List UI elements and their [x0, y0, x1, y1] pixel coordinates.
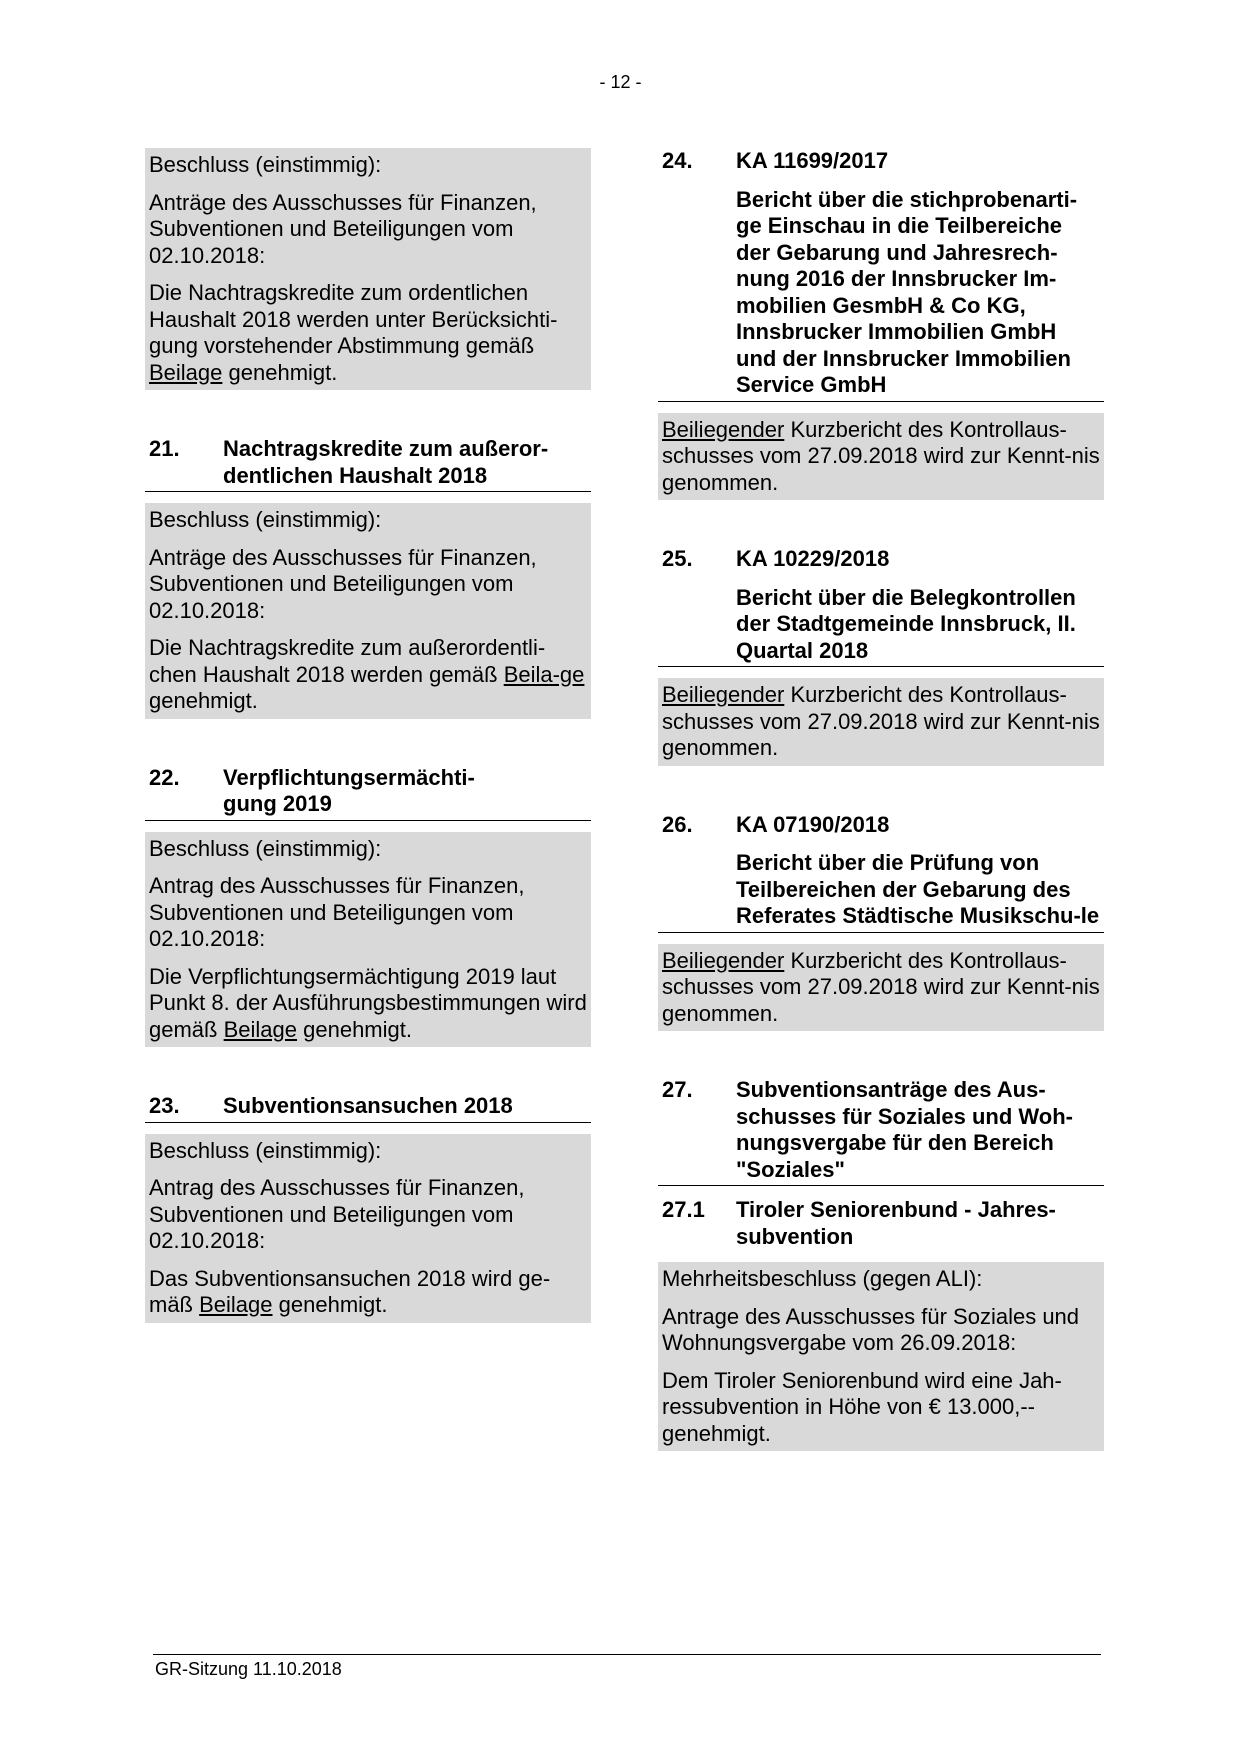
- decision-box-22: [145, 832, 591, 1048]
- item-number: 22.: [149, 764, 180, 790]
- item-27-1-heading: [658, 1197, 1104, 1252]
- attachment-link[interactable]: Beiliegender: [662, 682, 785, 707]
- decision-box-20: [145, 148, 591, 390]
- decision-text: Die Nachtragskredite zum ordentlichen Haushalt 2018 werden unter Berücksichti-gung vorstehender Abstimmung gemäß Beilage genehmigt.: [149, 280, 558, 385]
- decision-text: Die Verpflichtungsermächtigung 2019 laut Punkt 8. der Ausführungsbestimmungen wird gemäß Beilage genehmigt.: [149, 963, 587, 1042]
- item-subtitle: Bericht über die Belegkontrollen der Stadtgemeinde Innsbruck, II. Quartal 2018: [736, 584, 1076, 663]
- item-26-heading: [658, 812, 1104, 933]
- left-column: [145, 148, 591, 1323]
- decision-text: Dem Tiroler Seniorenbund wird eine Jah-ressubvention in Höhe von € 13.000,-- genehmigt.: [662, 1367, 1062, 1446]
- motion-text: Anträge des Ausschusses für Finanzen, Subventionen und Beteiligungen vom 02.10.2018:: [149, 544, 537, 623]
- decision-label: Beschluss (einstimmig):: [149, 1137, 382, 1163]
- decision-box-23: [145, 1134, 591, 1323]
- item-title: Tiroler Seniorenbund - Jahres-subvention: [736, 1197, 1056, 1249]
- item-title: Subventionsanträge des Aus-schusses für Soziales und Woh-nungsvergabe für den Bereich "Soziales": [736, 1077, 1073, 1182]
- item-title: KA 10229/2018 Bericht über die Belegkontrollen der Stadtgemeinde Innsbruck, II. Quartal 2018: [736, 546, 1100, 664]
- decision-label: Beschluss (einstimmig):: [149, 507, 382, 532]
- item-title: KA 11699/2017 Bericht über die stichprobenarti-ge Einschau in die Teilbereiche der Gebarung und Jahresrech-nung 2016 der Innsbrucker Im-mobilien GesmbH & Co KG, Innsbrucker Immobilien GmbH und der Innsbrucker Immobilien Service GmbH: [736, 148, 1100, 399]
- item-23-heading: [145, 1093, 591, 1123]
- item-24-heading: [658, 148, 1104, 402]
- item-number: 23.: [149, 1093, 180, 1118]
- right-column: [658, 148, 1104, 1451]
- item-title: Verpflichtungsermächti- gung 2019: [223, 764, 475, 816]
- item-subtitle: Bericht über die stichprobenarti-ge Einschau in die Teilbereiche der Gebarung und Jahresrech-nung 2016 der Innsbrucker Im-mobilien GesmbH & Co KG, Innsbrucker Immobilien GmbH und der Innsbrucker Immobilien Service GmbH: [736, 186, 1078, 397]
- item-number: 21.: [149, 436, 180, 461]
- decision-label: Beschluss (einstimmig):: [149, 835, 382, 861]
- attachment-link[interactable]: Beila-ge: [503, 661, 585, 687]
- decision-text: Das Subventionsansuchen 2018 wird ge-mäß Beilage genehmigt.: [149, 1265, 551, 1317]
- decision-label: Mehrheitsbeschluss (gegen ALI):: [662, 1266, 983, 1291]
- footer-divider: [153, 1654, 1101, 1655]
- attachment-link[interactable]: Beiliegender: [662, 947, 785, 973]
- item-21-heading: [145, 436, 591, 492]
- attachment-link[interactable]: Beilage: [223, 1016, 297, 1042]
- motion-text: Antrag des Ausschusses für Finanzen, Subventionen und Beteiligungen vom 02.10.2018:: [149, 873, 525, 951]
- page-number: - 12 -: [599, 72, 642, 92]
- decision-box-27-1: [658, 1262, 1104, 1451]
- report-text: Beiliegender Kurzbericht des Kontrollaus-schusses vom 27.09.2018 wird zur Kennt-nis genommen.: [662, 682, 1100, 760]
- item-number: 24.: [662, 148, 693, 173]
- motion-text: Anträge des Ausschusses für Finanzen, Subventionen und Beteiligungen vom 02.10.2018:: [149, 189, 537, 268]
- report-text: Beiliegender Kurzbericht des Kontrollaus-schusses vom 27.09.2018 wird zur Kennt-nis genommen.: [662, 416, 1100, 495]
- item-title: Nachtragskredite zum außeror- dentlichen Haushalt 2018: [223, 436, 549, 488]
- item-27-heading: [658, 1077, 1104, 1186]
- footer-text: GR-Sitzung 11.10.2018: [155, 1659, 342, 1679]
- item-number: 27.: [662, 1077, 693, 1102]
- report-box-26: [658, 944, 1104, 1032]
- item-25-heading: [658, 546, 1104, 667]
- decision-box-21: [145, 503, 591, 719]
- item-subtitle: Bericht über die Prüfung von Teilbereichen der Gebarung des Referates Städtische Musikschu-le: [736, 850, 1100, 928]
- item-22-heading: [145, 765, 591, 821]
- attachment-link[interactable]: Beilage: [149, 359, 223, 385]
- decision-text: Die Nachtragskredite zum außerordentli-chen Haushalt 2018 werden gemäß Beila-ge genehmigt.: [149, 635, 585, 713]
- item-number: 26.: [662, 811, 693, 837]
- report-box-24: [658, 413, 1104, 501]
- item-title: Subventionsansuchen 2018: [223, 1093, 513, 1118]
- report-box-25: [658, 678, 1104, 766]
- decision-label: Beschluss (einstimmig):: [149, 152, 382, 177]
- attachment-link[interactable]: Beiliegender: [662, 416, 785, 442]
- item-number: 27.1: [662, 1197, 705, 1222]
- item-number: 25.: [662, 546, 693, 571]
- motion-text: Antrage des Ausschusses für Soziales und Wohnungsvergabe vom 26.09.2018:: [662, 1303, 1080, 1355]
- motion-text: Antrag des Ausschusses für Finanzen, Subventionen und Beteiligungen vom 02.10.2018:: [149, 1175, 525, 1253]
- attachment-link[interactable]: Beilage: [199, 1292, 273, 1317]
- item-title: KA 07190/2018 Bericht über die Prüfung von Teilbereichen der Gebarung des Referates Städtische Musikschu-le: [736, 811, 1100, 928]
- report-text: Beiliegender Kurzbericht des Kontrollaus-schusses vom 27.09.2018 wird zur Kennt-nis genommen.: [662, 947, 1100, 1026]
